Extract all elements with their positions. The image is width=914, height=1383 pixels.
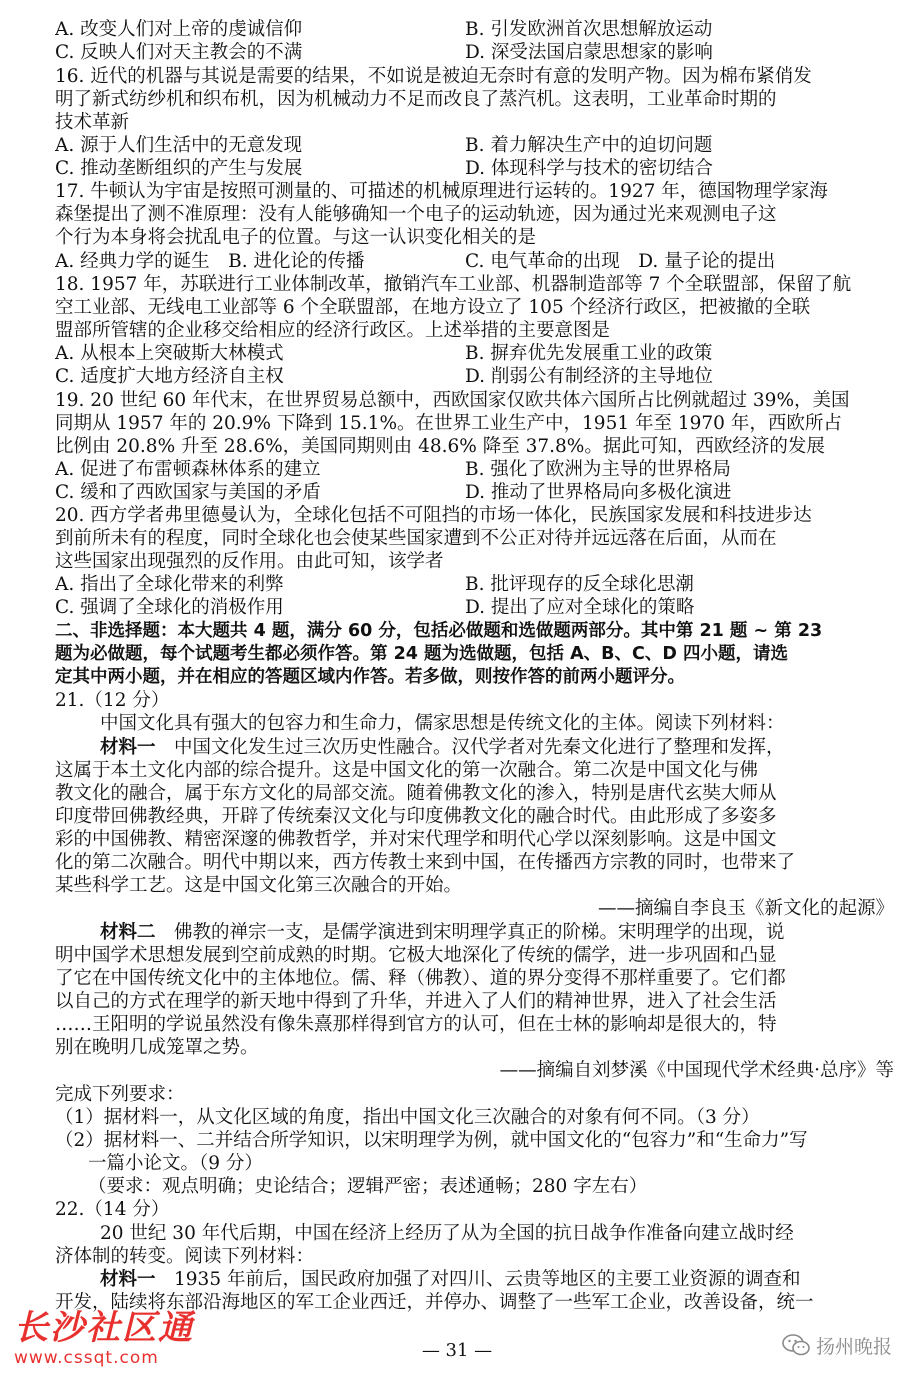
material-text: 1935 年前后，国民政府加强了对四川、云贵等地区的主要工业资源的调查和: [155, 1269, 801, 1290]
q18-option-b: B. 摒弃优先发展重工业的政策: [465, 343, 713, 364]
q21-task: （2）据材料一、二并结合所学知识，以宋明理学为例，就中国文化的“包容力”和“生命力”写: [55, 1130, 808, 1151]
q21-material1-line: 印度带回佛教经典，开辟了传统秦汉文化与印度佛教文化的融合时代。由此形成了多姿多: [55, 806, 777, 827]
q21-material2-line: 明中国学术思想发展到空前成熟的时期。它极大地深化了传统的儒学，进一步巩固和凸显: [55, 945, 777, 966]
q22-header: 22.（14 分）: [55, 1199, 170, 1220]
watermark-logo-left: [14, 1308, 224, 1368]
q21-material2-line: [100, 921, 914, 944]
q17-stem-line: 个行为本身将会扰乱电子的位置。与这一认识变化相关的是: [55, 227, 537, 248]
q20-option-c: C. 强调了全球化的消极作用: [55, 597, 284, 618]
q19-option-a: A. 促进了布雷顿森林体系的建立: [55, 459, 321, 480]
q15-option-b: B. 引发欧洲首次思想解放运动: [465, 19, 713, 40]
material-text: 中国文化发生过三次历史性融合。汉代学者对先秦文化进行了整理和发挥，: [155, 737, 785, 758]
material-label: 材料一: [100, 1269, 156, 1290]
q21-task-requirements: （要求：观点明确；史论结合；逻辑严密；表述通畅；280 字左右）: [88, 1176, 648, 1197]
q17-options-cd: C. 电气革命的出现 D. 量子论的提出: [465, 251, 776, 272]
q21-material2-line: 以自己的方式在理学的新天地中得到了升华，并进入了人们的精神世界，进入了社会生活: [55, 991, 777, 1012]
q21-material2-line: 别在晚明几成笼罩之势。: [55, 1037, 259, 1058]
q16-option-d: D. 体现科学与技术的密切结合: [465, 158, 713, 179]
section-heading: 定其中两小题，并在相应的答题区域内作答。若多做，则按作答的前两小题评分。: [55, 667, 685, 687]
watermark-logo-right: [782, 1330, 892, 1360]
q21-material2-line: 了它在中国传统文化中的主体地位。儒、释（佛教）、道的界分变得不那样重要了。它们都: [55, 968, 786, 989]
q19-stem-line: 19. 20 世纪 60 年代末，在世界贸易总额中，西欧国家仅欧共体六国所占比例就超过 39%，美国: [55, 390, 850, 411]
q20-option-a: A. 指出了全球化带来的利弊: [55, 574, 284, 595]
page-number: — 31 —: [421, 1340, 493, 1361]
q16-option-c: C. 推动垄断组织的产生与发展: [55, 158, 303, 179]
wechat-icon: [782, 1333, 810, 1357]
q18-stem-line: 空工业部、无线电工业部等 6 个全联盟部，在地方设立了 105 个经济行政区，把被撤的全联: [55, 297, 811, 318]
q16-stem-line: 技术革新: [55, 112, 130, 133]
q21-task: 完成下列要求：: [55, 1084, 185, 1105]
section-heading: 二、非选择题：本大题共 4 题，满分 60 分，包括必做题和选做题两部分。其中第 21 题 ~ 第 23: [55, 621, 823, 641]
material-label: 材料二: [100, 922, 156, 943]
q21-material1-line: 教文化的融合，属于东方文化的局部交流。随着佛教文化的渗入，特别是唐代玄奘大师从: [55, 783, 777, 804]
q22-material1-line: [100, 1268, 914, 1291]
q22-intro: 20 世纪 30 年代后期，中国在经济上经历了从为全国的抗日战争作准备向建立战时经: [100, 1223, 794, 1244]
watermark-name: 长沙社区通: [14, 1308, 194, 1348]
q21-material1-line: [100, 736, 914, 759]
q15-option-c: C. 反映人们对天主教会的不满: [55, 42, 303, 63]
q17-options-ab: A. 经典力学的诞生 B. 进化论的传播: [55, 251, 365, 272]
q21-material1-line: 彩的中国佛教、精密深邃的佛教哲学，并对宋代理学和明代心学以深刻影响。这是中国文: [55, 829, 777, 850]
q21-material1-line: 这属于本土文化内部的综合提升。这是中国文化的第一次融合。第二次是中国文化与佛: [55, 760, 759, 781]
q18-option-d: D. 削弱公有制经济的主导地位: [465, 366, 713, 387]
q21-intro: 中国文化具有强大的包容力和生命力，儒家思想是传统文化的主体。阅读下列材料：: [100, 713, 785, 734]
q22-intro: 济体制的转变。阅读下列材料：: [55, 1246, 315, 1267]
q18-stem-line: 18. 1957 年，苏联进行工业体制改革，撤销汽车工业部、机器制造部等 7 个全联盟部，保留了航: [55, 274, 852, 295]
q21-material2-line: ……王阳明的学说虽然没有像朱熹那样得到官方的认可，但在士林的影响却是很大的，特: [55, 1014, 777, 1035]
q21-material1-source: ——摘编自李良玉《新文化的起源》: [597, 898, 894, 919]
material-label: 材料一: [100, 737, 156, 758]
q19-option-c: C. 缓和了西欧国家与美国的矛盾: [55, 482, 321, 503]
q16-stem-line: 明了新式纺纱机和织布机，因为机械动力不足而改良了蒸汽机。这表明，工业革命时期的: [55, 89, 777, 110]
q21-material1-line: 化的第二次融合。明代中期以来，西方传教士来到中国，在传播西方宗教的同时，也带来了: [55, 852, 796, 873]
watermark-name: 扬州晚报: [815, 1335, 892, 1358]
q16-option-a: A. 源于人们生活中的无意发现: [55, 135, 303, 156]
q20-option-d: D. 提出了应对全球化的策略: [465, 597, 695, 618]
q17-stem-line: 森堡提出了测不准原理：没有人能够确知一个电子的运动轨迹，因为通过光来观测电子这: [55, 204, 777, 225]
q19-stem-line: 同期从 1957 年的 20.9% 下降到 15.1%。在世界工业生产中，1951 年至 1970 年，西欧所占: [55, 413, 842, 434]
q18-option-a: A. 从根本上突破斯大林模式: [55, 343, 284, 364]
q20-stem-line: 到前所未有的程度，同时全球化也会使某些国家遭到不公正对待并远远落在后面，从而在: [55, 528, 777, 549]
q21-task: （1）据材料一，从文化区域的角度，指出中国文化三次融合的对象有何不同。（3 分）: [55, 1107, 760, 1128]
q21-material2-source: ——摘编自刘梦溪《中国现代学术经典·总序》等: [499, 1060, 894, 1081]
q19-option-d: D. 推动了世界格局向多极化演进: [465, 482, 732, 503]
material-text: 佛教的禅宗一支，是儒学演进到宋明理学真正的阶梯。宋明理学的出现，说: [155, 922, 785, 943]
q15-option-d: D. 深受法国启蒙思想家的影响: [465, 42, 713, 63]
watermark-url: www.cssqt.com: [14, 1348, 159, 1368]
q20-option-b: B. 批评现存的反全球化思潮: [465, 574, 694, 595]
q21-material1-line: 某些科学工艺。这是中国文化第三次融合的开始。: [55, 875, 463, 896]
q16-option-b: B. 着力解决生产中的迫切问题: [465, 135, 713, 156]
q16-stem-line: 16. 近代的机器与其说是需要的结果，不如说是被迫无奈时有意的发明产物。因为棉布紧俏发: [55, 66, 812, 87]
q21-header: 21.（12 分）: [55, 690, 170, 711]
q19-stem-line: 比例由 20.8% 升至 28.6%，美国同期则由 48.6% 降至 37.8%。据此可知，西欧经济的发展: [55, 436, 825, 457]
q18-option-c: C. 适度扩大地方经济自主权: [55, 366, 284, 387]
section-heading: 题为必做题，每个试题考生都必须作答。第 24 题为选做题，包括 A、B、C、D 四小题，请选: [55, 644, 788, 664]
q21-task: 一篇小论文。（9 分）: [88, 1153, 263, 1174]
q18-stem-line: 盟部所管辖的企业移交给相应的经济行政区。上述举措的主要意图是: [55, 320, 611, 341]
q17-stem-line: 17. 牛顿认为宇宙是按照可测量的、可描述的机械原理进行运转的。1927 年，德国物理学家海: [55, 181, 828, 202]
q20-stem-line: 这些国家出现强烈的反作用。由此可知，该学者: [55, 551, 444, 572]
q20-stem-line: 20. 西方学者弗里德曼认为，全球化包括不可阻挡的市场一体化，民族国家发展和科技进步达: [55, 505, 812, 526]
q19-option-b: B. 强化了欧洲为主导的世界格局: [465, 459, 731, 480]
q22-material1-line: 开发，陆续将东部沿海地区的军工企业西迁，并停办、调整了一些军工企业，改善设备，统一: [55, 1292, 814, 1313]
q15-option-a: A. 改变人们对上帝的虔诚信仰: [55, 19, 303, 40]
